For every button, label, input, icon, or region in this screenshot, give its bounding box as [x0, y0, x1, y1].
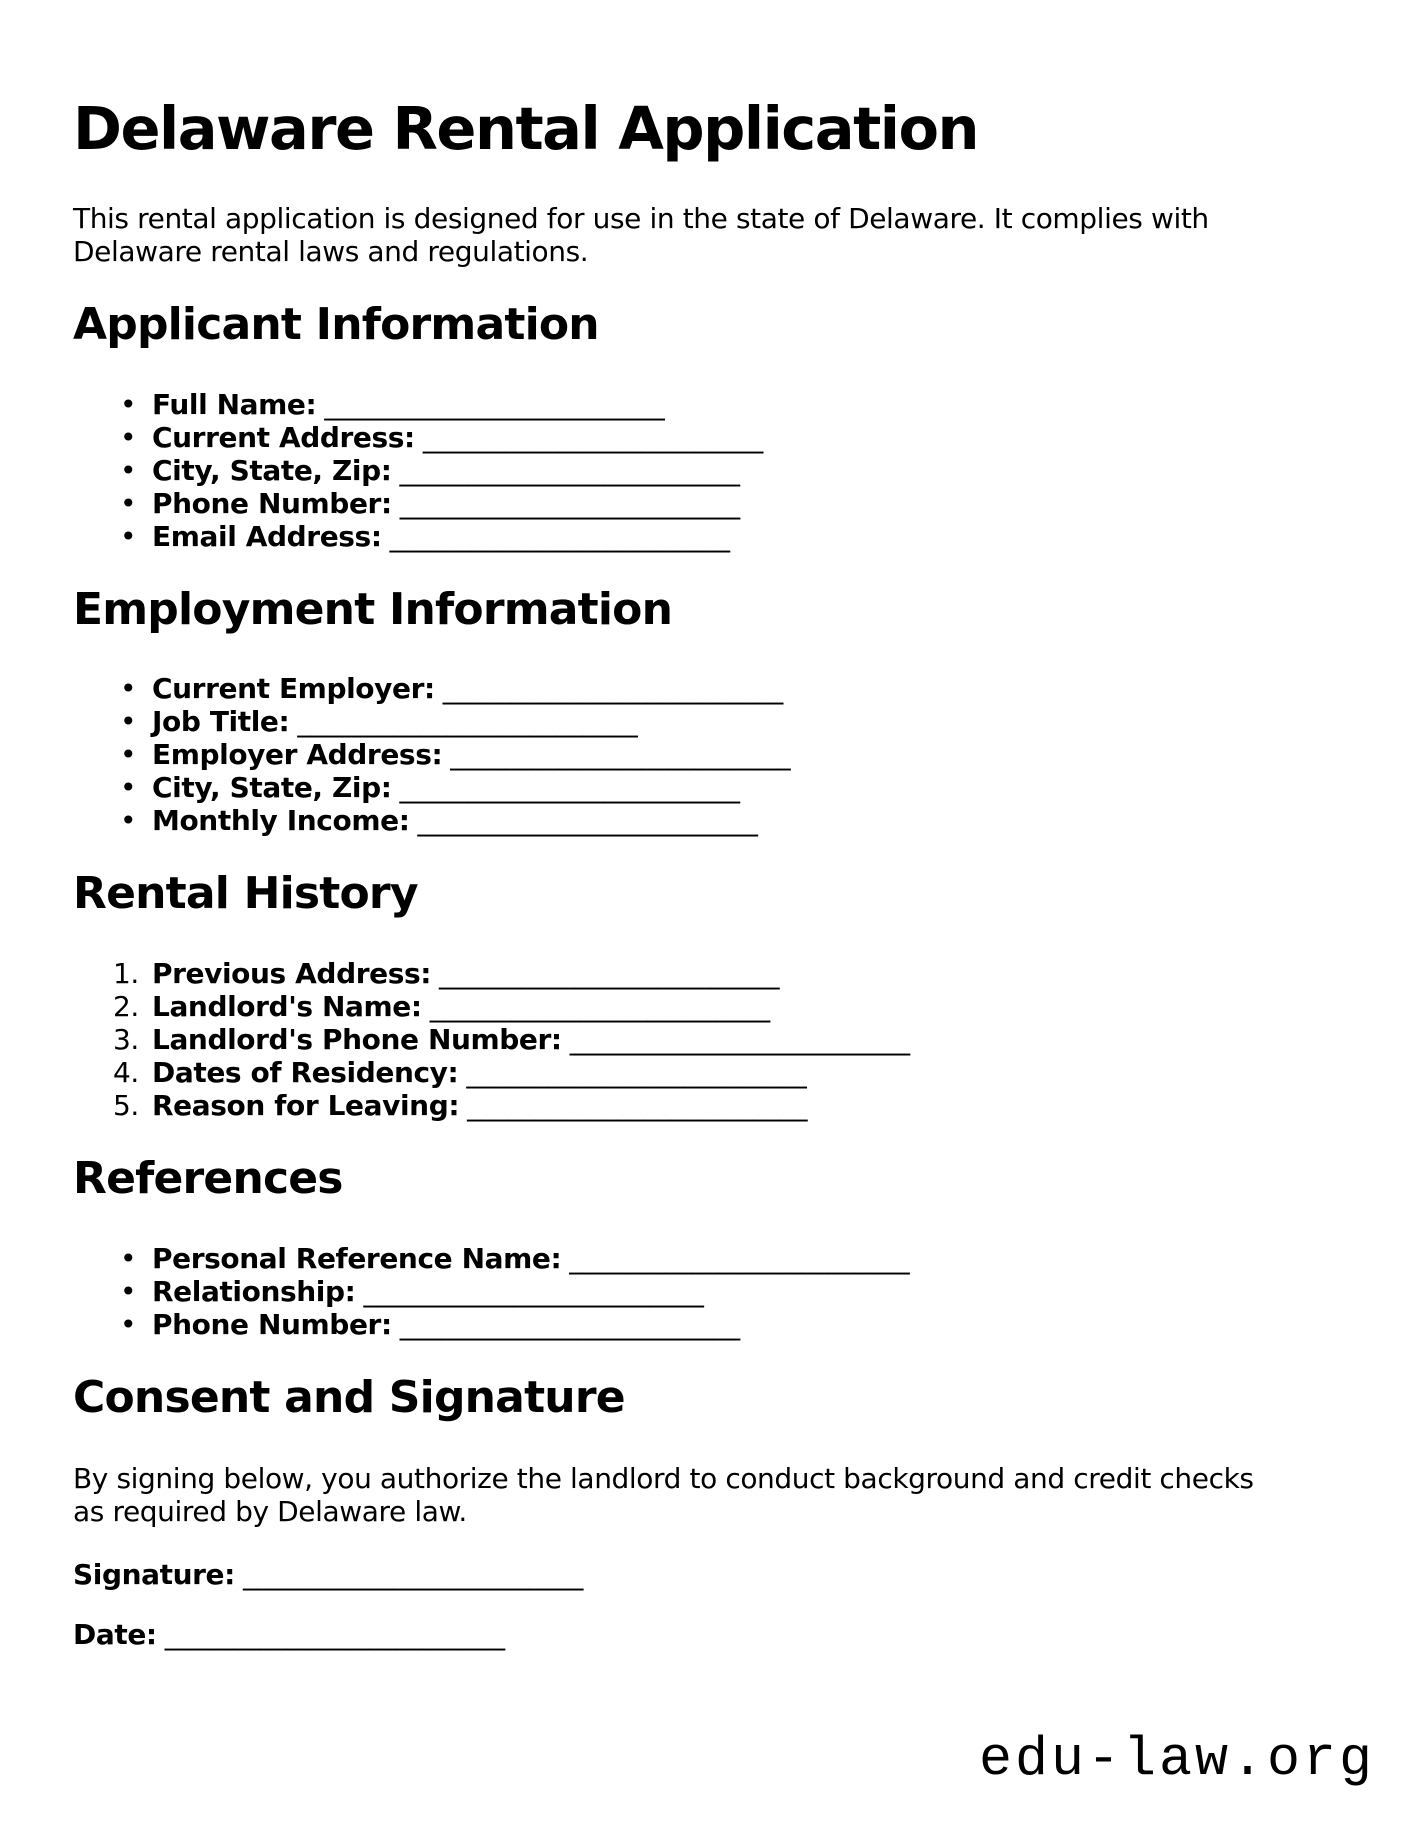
list-item-city-state-zip [73, 454, 1346, 487]
list-item-dates-of-residency [73, 1056, 1346, 1089]
field-label: Full Name: [152, 387, 317, 421]
bullet-icon: • [120, 705, 137, 739]
list-item-relationship [73, 1275, 1346, 1308]
bullet-icon: • [120, 1307, 137, 1341]
section-heading-rental-history: Rental History [73, 868, 418, 920]
bullet-icon: • [120, 387, 137, 421]
date-field [73, 1618, 1346, 1651]
list-number: 5. [113, 1089, 139, 1123]
bullet-icon: • [120, 519, 137, 553]
list-item-reason-for-leaving [73, 1089, 1346, 1122]
field-blank: _________________________ [467, 1089, 808, 1123]
bullet-icon: • [120, 738, 137, 772]
signature-field [73, 1558, 1346, 1591]
bullet-icon: • [120, 804, 137, 838]
field-blank: _________________________ [569, 1241, 910, 1275]
field-label: Employer Address: [152, 738, 443, 772]
intro-paragraph: This rental application is designed for use in the state of Delaware. It complies with Delaware rental laws and regulations. [73, 201, 1209, 268]
list-item-phone-number [73, 1308, 1346, 1341]
document-title: Delaware Rental Application [73, 94, 979, 163]
section-heading-employment-information: Employment Information [73, 583, 673, 635]
field-label: Phone Number: [152, 486, 392, 520]
bullet-icon: • [120, 1241, 137, 1275]
field-blank: _________________________ [569, 1023, 910, 1057]
list-item-landlords-name [73, 990, 1346, 1023]
signature-block [73, 1558, 1346, 1651]
list-item-monthly-income [73, 804, 1346, 837]
section-heading-references: References [73, 1153, 343, 1205]
list-item-phone-number [73, 487, 1346, 520]
field-blank: _________________________ [399, 453, 740, 487]
consent-paragraph: By signing below, you authorize the landlord to conduct background and credit checks as required by Delaware law. [73, 1461, 1254, 1528]
field-blank: _________________________ [450, 738, 791, 772]
field-label: Date: [73, 1617, 157, 1651]
field-blank: _________________________ [324, 387, 665, 421]
bullet-icon: • [120, 486, 137, 520]
field-label: Phone Number: [152, 1307, 392, 1341]
references-list [73, 1242, 1346, 1341]
bullet-icon: • [120, 1274, 137, 1308]
bullet-icon: • [120, 672, 137, 706]
list-item-employer-address [73, 738, 1346, 771]
list-item-current-address [73, 421, 1346, 454]
list-number: 2. [113, 990, 139, 1024]
field-label: Email Address: [152, 519, 382, 553]
applicant-information-list [73, 388, 1346, 553]
bullet-icon: • [120, 771, 137, 805]
field-label: City, State, Zip: [152, 771, 392, 805]
field-blank: _________________________ [363, 1274, 704, 1308]
field-blank: _________________________ [442, 672, 783, 706]
list-item-full-name [73, 388, 1346, 421]
field-label: Monthly Income: [152, 804, 410, 838]
field-label: City, State, Zip: [152, 453, 392, 487]
field-blank: _________________________ [297, 705, 638, 739]
field-label: Reason for Leaving: [152, 1089, 460, 1123]
field-label: Landlord's Phone Number: [152, 1023, 562, 1057]
field-blank: _________________________ [389, 519, 730, 553]
field-label: Current Address: [152, 420, 415, 454]
field-blank: _________________________ [466, 1056, 807, 1090]
list-item-current-employer [73, 672, 1346, 705]
footer-brand: edu-law.org [978, 1728, 1375, 1791]
field-label: Relationship: [152, 1274, 356, 1308]
bullet-icon: • [120, 420, 137, 454]
section-heading-consent-and-signature: Consent and Signature [73, 1371, 625, 1423]
field-blank: _________________________ [399, 771, 740, 805]
list-number: 1. [113, 957, 139, 991]
field-blank: _________________________ [399, 1307, 740, 1341]
bullet-icon: • [120, 453, 137, 487]
field-label: Dates of Residency: [152, 1056, 459, 1090]
field-blank: _________________________ [439, 957, 780, 991]
employment-information-list [73, 672, 1346, 837]
field-blank: _________________________ [422, 420, 763, 454]
list-item-email-address [73, 520, 1346, 553]
list-item-job-title [73, 705, 1346, 738]
list-item-personal-reference-name [73, 1242, 1346, 1275]
list-item-previous-address [73, 957, 1346, 990]
field-blank: _________________________ [242, 1557, 583, 1591]
list-item-landlords-phone-number [73, 1023, 1346, 1056]
field-label: Signature: [73, 1557, 235, 1591]
field-label: Landlord's Name: [152, 990, 422, 1024]
list-number: 3. [113, 1023, 139, 1057]
field-blank: _________________________ [164, 1617, 505, 1651]
list-number: 4. [113, 1056, 139, 1090]
field-blank: _________________________ [417, 804, 758, 838]
field-label: Job Title: [152, 705, 290, 739]
field-label: Previous Address: [152, 957, 432, 991]
field-label: Current Employer: [152, 672, 435, 706]
field-blank: _________________________ [399, 486, 740, 520]
section-heading-applicant-information: Applicant Information [73, 298, 599, 350]
rental-history-list [73, 957, 1346, 1122]
field-blank: _________________________ [429, 990, 770, 1024]
list-item-city-state-zip [73, 771, 1346, 804]
field-label: Personal Reference Name: [152, 1241, 562, 1275]
